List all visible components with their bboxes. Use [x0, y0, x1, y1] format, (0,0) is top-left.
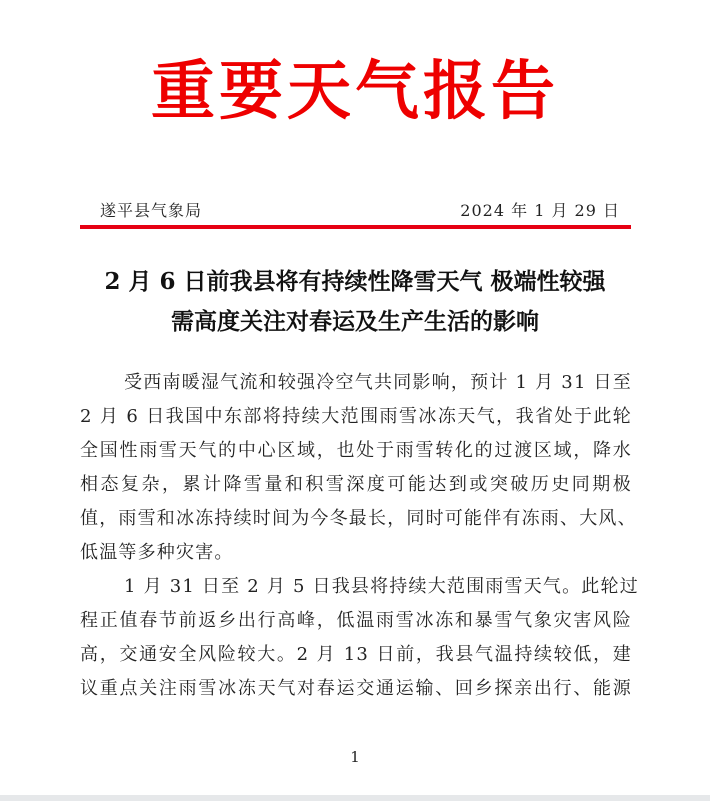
- paragraph-line: 议重点关注雨雪冰冻天气对春运交通运输、回乡探亲出行、能源: [80, 678, 632, 699]
- paragraph-line: 1 月 31 日至 2 月 5 日我县将持续大范围雨雪天气。此轮过: [124, 576, 639, 597]
- headline-line-2: 需高度关注对春运及生产生活的影响: [171, 308, 539, 335]
- paragraph-line: 高，交通安全风险较大。2 月 13 日前，我县气温持续较低，建: [80, 644, 632, 665]
- headline: [80, 262, 630, 342]
- paragraph-line: 受西南暖湿气流和较强冷空气共同影响，预计 1 月 31 日至: [124, 372, 632, 393]
- body-text: [80, 366, 639, 706]
- paragraph-1: [80, 366, 637, 570]
- issuer-name: 遂平县气象局: [100, 201, 203, 220]
- paragraph-2: [80, 570, 639, 706]
- paragraph-line: 2 月 6 日我国中东部将持续大范围雨雪冰冻天气，我省处于此轮: [80, 406, 632, 427]
- red-divider-line: [80, 225, 631, 229]
- paragraph-line: 相态复杂，累计降雪量和积雪深度可能达到或突破历史同期极: [80, 474, 632, 495]
- page-number: 1: [350, 748, 360, 766]
- paragraph-line: 程正值春节前返乡出行高峰，低温雨雪冰冻和暴雪气象灾害风险: [80, 610, 632, 631]
- issue-date: 2024 年 1 月 29 日: [460, 201, 620, 220]
- masthead-title: 重要天气报告: [151, 54, 559, 129]
- paragraph-line: 低温等多种灾害。: [80, 542, 234, 563]
- headline-line-1: 2 月 6 日前我县将有持续性降雪天气 极端性较强: [104, 268, 606, 295]
- paragraph-line: 全国性雨雪天气的中心区域，也处于雨雪转化的过渡区域，降水: [80, 440, 632, 461]
- page-bottom-edge: [0, 795, 710, 801]
- paragraph-line: 值，雨雪和冰冻持续时间为今冬最长，同时可能伴有冻雨、大风、: [80, 508, 637, 529]
